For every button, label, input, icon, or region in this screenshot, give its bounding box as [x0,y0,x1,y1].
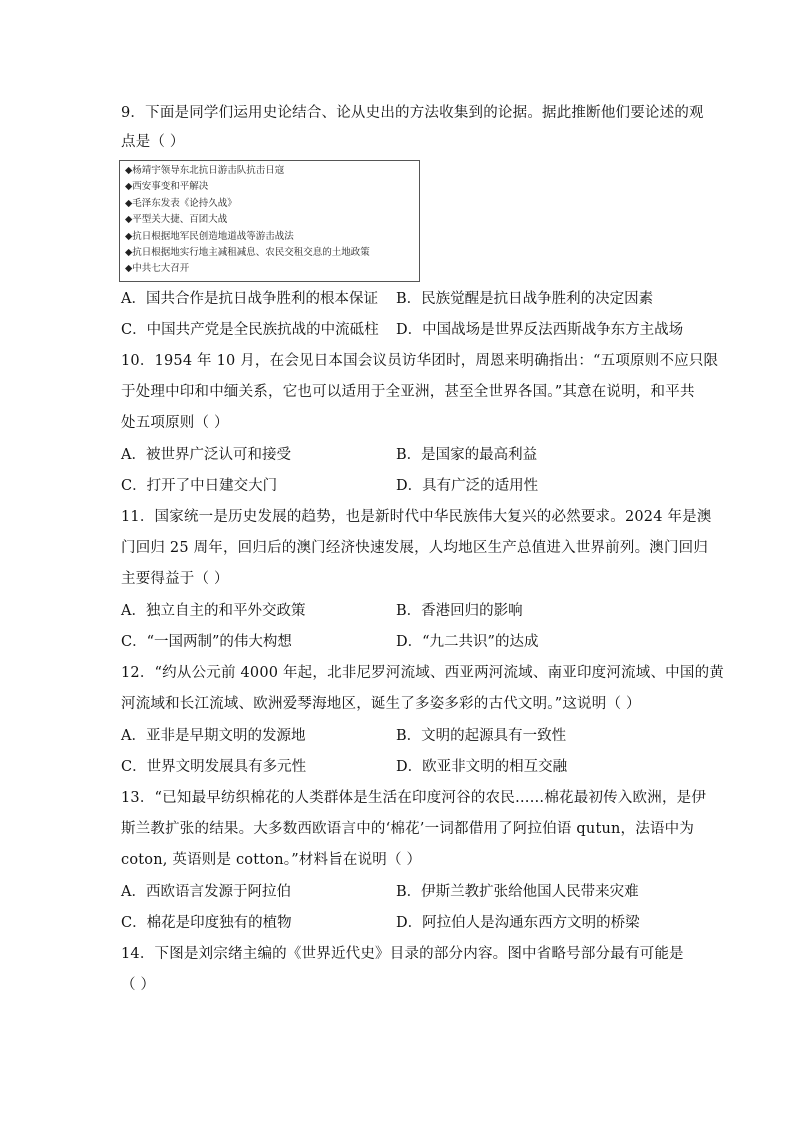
q12-stem-line-2: 河流域和长江流域、欧洲爱琴海地区，诞生了多姿多彩的古代文明。”这说明（ ） [121,696,641,712]
q10-stem-line-2: 于处理中印和中缅关系，它也可以适用于全亚洲，甚至全世界各国。”其意在说明，和平共 [121,384,695,400]
q9-option-d[interactable]: D．中国战场是世界反法西斯战争东方主战场 [396,322,684,338]
q13-stem-line-1: 13．“已知最早纺织棉花的人类群体是生活在印度河谷的农民……棉花最初传入欧洲，是伊 [121,790,707,806]
q9-evidence-item: ◆中共七大召开 [125,263,190,275]
q10-option-d[interactable]: D．具有广泛的适用性 [396,478,539,494]
q12-stem-line-1: 12．“约从公元前 4000 年起，北非尼罗河流域、西亚两河流域、南亚印度河流域、中国的黄 [121,665,724,681]
q11-option-d[interactable]: D．“九二共识”的达成 [396,634,539,650]
q13-option-a[interactable]: A．西欧语言发源于阿拉伯 [121,884,291,900]
q13-option-b[interactable]: B．伊斯兰教扩张给他国人民带来灾难 [396,884,639,900]
q9-evidence-item: ◆平型关大捷、百团大战 [125,214,228,226]
q9-stem-line-2: 点是（ ） [121,134,185,150]
q9-evidence-item: ◆抗日根据地实行地主减租减息、农民交租交息的土地政策 [125,247,370,259]
q9-evidence-item: ◆抗日根据地军民创造地道战等游击战法 [125,230,294,242]
q13-option-c[interactable]: C．棉花是印度独有的植物 [121,915,292,931]
q13-option-d[interactable]: D．阿拉伯人是沟通东西方文明的桥梁 [396,915,640,931]
q10-option-c[interactable]: C．打开了中日建交大门 [121,478,278,494]
q9-evidence-box [119,160,420,282]
q9-stem-line-1: 9．下面是同学们运用史论结合、论从史出的方法收集到的论据。据此推断他们要论述的观 [121,105,704,121]
q11-option-c[interactable]: C．“一国两制”的伟大构想 [121,634,292,650]
q11-stem-line-1: 11．国家统一是历史发展的趋势，也是新时代中华民族伟大复兴的必然要求。2024 年是澳 [121,509,712,525]
q10-stem-line-3: 处五项原则（ ） [121,415,229,431]
q10-option-a[interactable]: A．被世界广泛认可和接受 [121,447,291,463]
q11-option-a[interactable]: A．独立自主的和平外交政策 [121,603,306,619]
q12-option-d[interactable]: D．欧亚非文明的相互交融 [396,759,568,775]
q9-evidence-item: ◆杨靖宇领导东北抗日游击队抗击日寇 [125,165,285,176]
q11-option-b[interactable]: B．香港回归的影响 [396,603,523,619]
q13-stem-line-2: 斯兰教扩张的结果。大多数西欧语言中的‘棉花’一词都借用了阿拉伯语 qutun，法语中为 [121,821,695,837]
q10-option-b[interactable]: B．是国家的最高利益 [396,447,538,463]
q12-option-c[interactable]: C．世界文明发展具有多元性 [121,759,307,775]
q9-option-a[interactable]: A．国共合作是抗日战争胜利的根本保证 [121,291,378,307]
q14-stem-line-1: 14．下图是刘宗绪主编的《世界近代史》目录的部分内容。图中省略号部分最有可能是 [121,946,684,962]
q13-stem-line-3: coton, 英语则是 cotton。”材料旨在说明（ ） [121,852,422,868]
q9-option-c[interactable]: C．中国共产党是全民族抗战的中流砥柱 [121,322,379,338]
q11-stem-line-2: 门回归 25 周年，回归后的澳门经济快速发展，人均地区生产总值进入世界前列。澳门回归 [121,540,709,556]
q11-stem-line-3: 主要得益于（ ） [121,571,229,587]
q9-option-b[interactable]: B．民族觉醒是抗日战争胜利的决定因素 [396,291,654,307]
q12-option-a[interactable]: A．亚非是早期文明的发源地 [121,728,306,744]
q9-evidence-item: ◆西安事变和平解决 [125,181,209,193]
q10-stem-line-1: 10．1954 年 10 月，在会见日本国会议员访华团时，周恩来明确指出：“五项原则不应只限 [121,353,719,369]
q14-stem-line-2: （ ） [121,977,156,993]
q9-evidence-item: ◆毛泽东发表《论持久战》 [125,197,237,209]
q12-option-b[interactable]: B．文明的起源具有一致性 [396,728,567,744]
